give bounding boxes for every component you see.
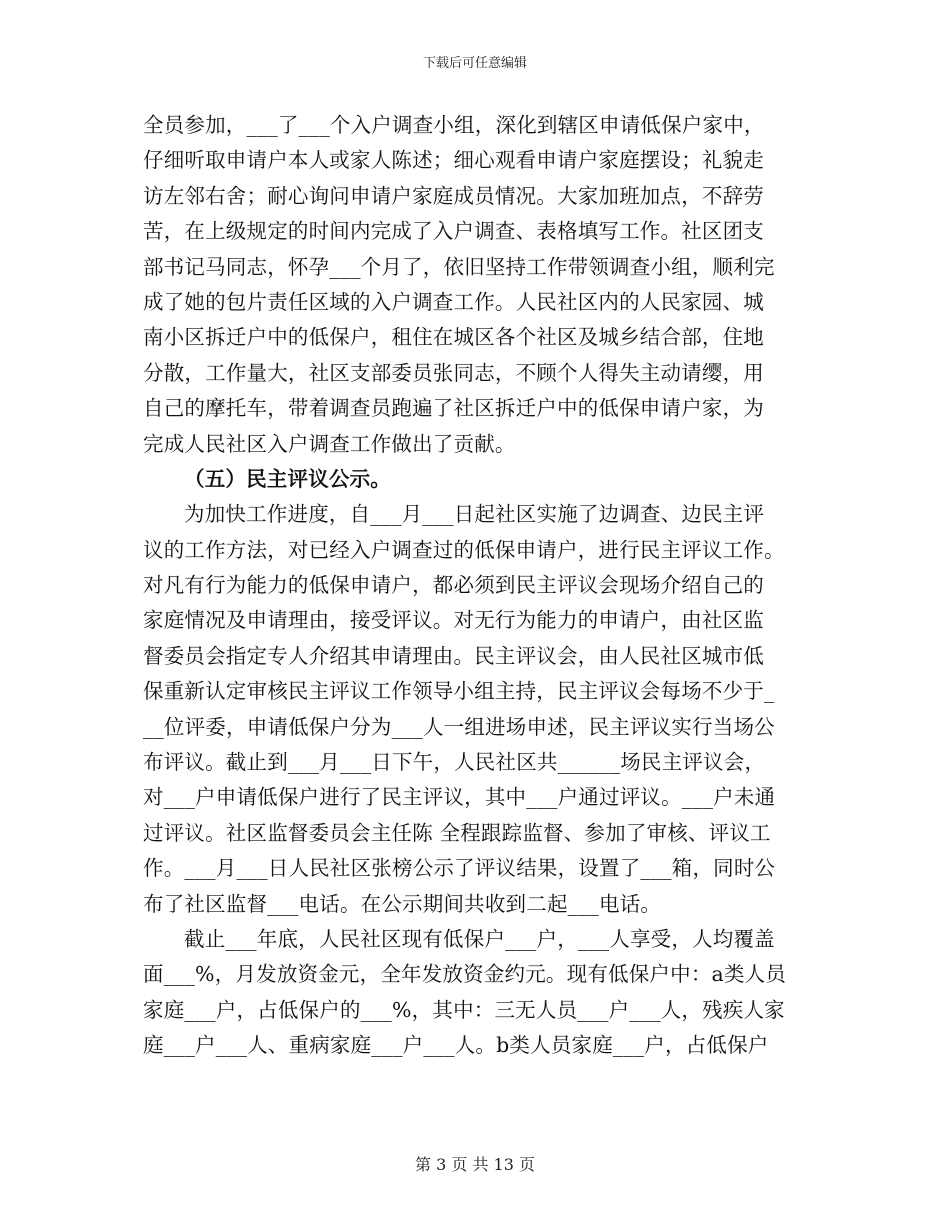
- page-header-note: 下载后可任意编辑: [422, 56, 527, 71]
- paragraph-line: 过评议。社区监督委员会主任陈 全程跟踪监督、参加了审核、评议工: [143, 820, 771, 845]
- section-heading: （五）民主评议公示。: [184, 466, 391, 491]
- page-footer-number: 第 3 页 共 13 页: [415, 1155, 535, 1174]
- paragraph-line: 为加快工作进度，自___月___日起社区实施了边调查、边民主评: [184, 502, 765, 527]
- paragraph-line: 完成人民社区入户调查工作做出了贡献。: [143, 431, 516, 456]
- paragraph-line: 仔细听取申请户本人或家人陈述；细心观看申请户家庭摆设；礼貌走: [143, 148, 764, 173]
- paragraph-line: 家庭___户，占低保户的___%，其中：三无人员___户___人，残疾人家: [143, 997, 785, 1022]
- paragraph-line: 分散，工作量大，社区支部委员张同志，不顾个人得失主动请缨，用: [143, 360, 764, 385]
- paragraph-line: 自己的摩托车，带着调查员跑遍了社区拆迁户中的低保申请户家，为: [143, 396, 764, 421]
- paragraph-line: 家庭情况及申请理由，接受评议。对无行为能力的申请户，由社区监: [143, 608, 764, 633]
- paragraph-line: 成了她的包片责任区域的入户调查工作。人民社区内的人民家园、城: [143, 289, 764, 314]
- paragraph-line: 保重新认定审核民主评议工作领导小组主持，民主评议会每场不少于_: [143, 679, 775, 704]
- paragraph-line: 督委员会指定专人介绍其申请理由。民主评议会，由人民社区城市低: [143, 643, 764, 668]
- paragraph-line: 全员参加，___了___个入户调查小组，深化到辖区申请低保户家中，: [143, 113, 765, 137]
- paragraph-line: 议的工作方法，对已经入户调查过的低保申请户，进行民主评议工作。: [143, 537, 785, 562]
- paragraph-line: 面___%，月发放资金元，全年发放资金约元。现有低保户中：a类人员: [143, 962, 787, 987]
- paragraph-line: 作。___月___日人民社区张榜公示了评议结果，设置了___箱，同时公: [143, 856, 776, 881]
- document-body: [143, 108, 808, 1064]
- paragraph-line: 对___户申请低保户进行了民主评议，其中___户通过评议。___户未通: [143, 785, 776, 810]
- paragraph-line: 布评议。截止到___月___日下午，人民社区共______场民主评议会，: [143, 750, 766, 775]
- paragraph-line: 苦，在上级规定的时间内完成了入户调查、表格填写工作。社区团支: [143, 219, 764, 244]
- paragraph-line: 访左邻右舍；耐心询问申请户家庭成员情况。大家加班加点，不辞劳: [143, 183, 764, 208]
- paragraph-line: 部书记马同志，怀孕___个月了，依旧坚持工作带领调查小组，顺利完: [143, 254, 775, 279]
- paragraph-line: 布了社区监督___电话。在公示期间共收到二起___电话。: [143, 891, 662, 916]
- paragraph-line: 截止___年底，人民社区现有低保户___户，___人享受，人均覆盖: [184, 926, 775, 951]
- paragraph-line: 庭___户___人、重病家庭___户___人。b类人员家庭___户，占低保户: [143, 1033, 769, 1058]
- paragraph-line: 南小区拆迁户中的低保户，租住在城区各个社区及城乡结合部，住地: [143, 325, 764, 350]
- paragraph-line: __位评委，申请低保户分为___人一组进场申述，民主评议实行当场公: [143, 714, 775, 739]
- paragraph-line: 对凡有行为能力的低保申请户，都必须到民主评议会现场介绍自己的: [143, 573, 764, 598]
